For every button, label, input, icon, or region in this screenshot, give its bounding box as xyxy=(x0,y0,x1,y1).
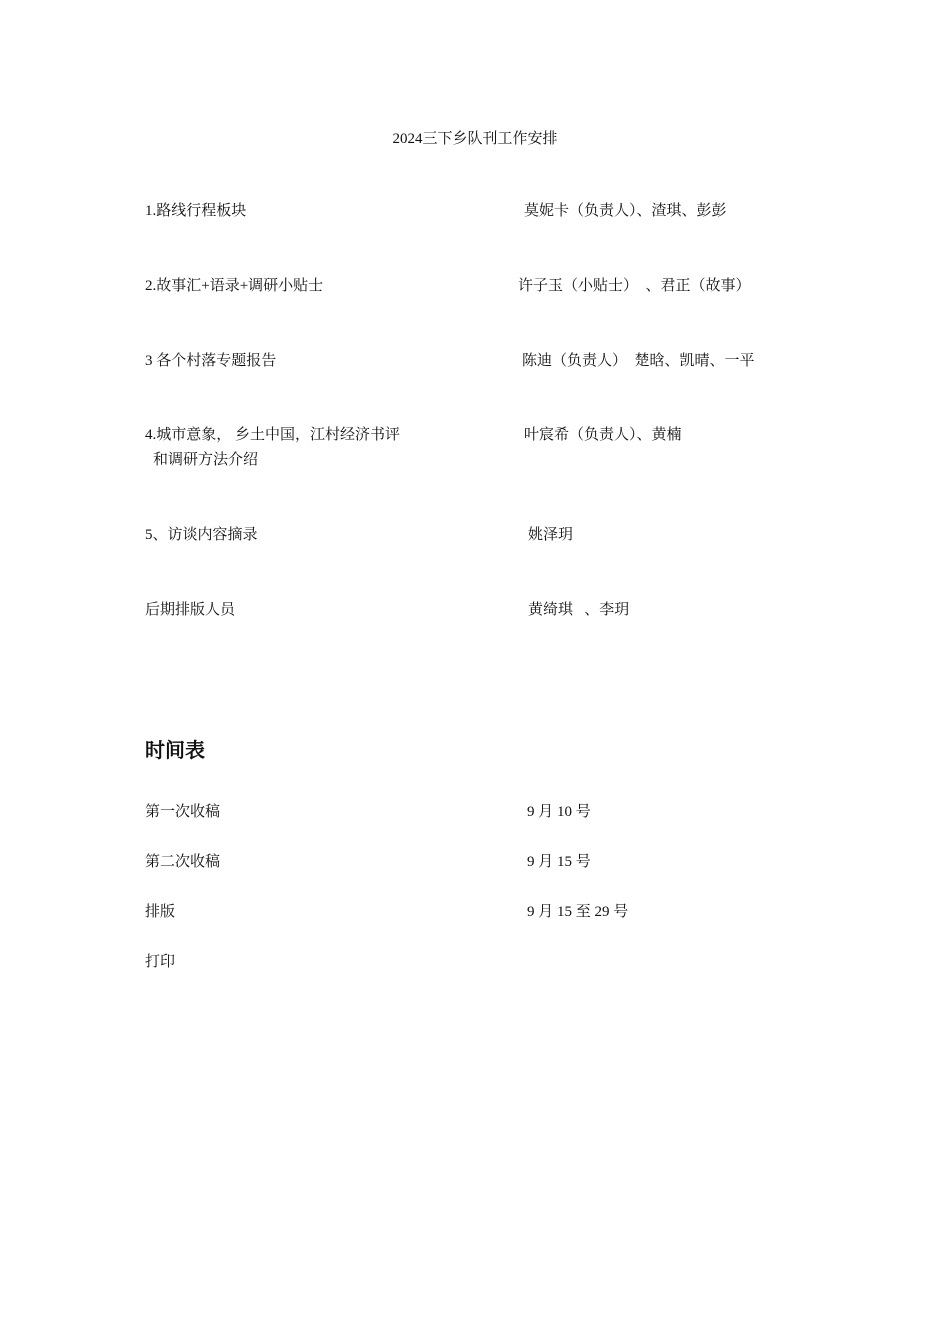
assignment-row xyxy=(145,274,845,324)
assignment-people: 陈迪（负责人） 楚晗、凯晴、一平 xyxy=(522,353,755,369)
assignment-row xyxy=(145,598,845,648)
assignment-people: 莫妮卡（负责人）、渣琪、彭彭 xyxy=(524,203,727,219)
schedule-label: 第一次收稿 xyxy=(145,804,221,820)
schedule-date: 9 月 10 号 xyxy=(527,804,591,820)
assignment-task-line1: 4.城市意象， 乡土中国，江村经济书评 xyxy=(145,427,401,443)
schedule-label: 第二次收稿 xyxy=(145,854,221,870)
schedule-date: 9 月 15 至 29 号 xyxy=(527,904,629,920)
assignment-people: 姚泽玥 xyxy=(528,527,574,543)
assignment-task: 1.路线行程板块 xyxy=(145,203,247,219)
assignment-task: 5、访谈内容摘录 xyxy=(145,527,258,543)
schedule-label: 打印 xyxy=(145,954,176,970)
schedule-date: 9 月 15 号 xyxy=(527,854,591,870)
document-title: 2024三下乡队刊工作安排 xyxy=(392,131,558,147)
assignment-task xyxy=(145,423,400,473)
schedule-label: 排版 xyxy=(145,904,176,920)
assignment-people: 黄绮琪 、李玥 xyxy=(528,602,630,618)
assignment-task-line2: 和调研方法介绍 xyxy=(153,452,259,468)
assignment-row xyxy=(145,523,845,573)
assignment-row xyxy=(145,349,845,399)
assignment-people: 叶宸希（负责人）、黄楠 xyxy=(524,427,682,443)
assignment-row xyxy=(145,423,845,473)
assignment-row xyxy=(145,199,845,249)
assignment-people: 许子玉（小贴士） 、君正（故事） xyxy=(518,278,751,294)
assignment-task: 3 各个村落专题报告 xyxy=(145,353,277,369)
assignment-task: 2.故事汇+语录+调研小贴士 xyxy=(145,278,324,294)
assignment-task: 后期排版人员 xyxy=(145,602,236,618)
schedule-heading: 时间表 xyxy=(145,740,205,762)
